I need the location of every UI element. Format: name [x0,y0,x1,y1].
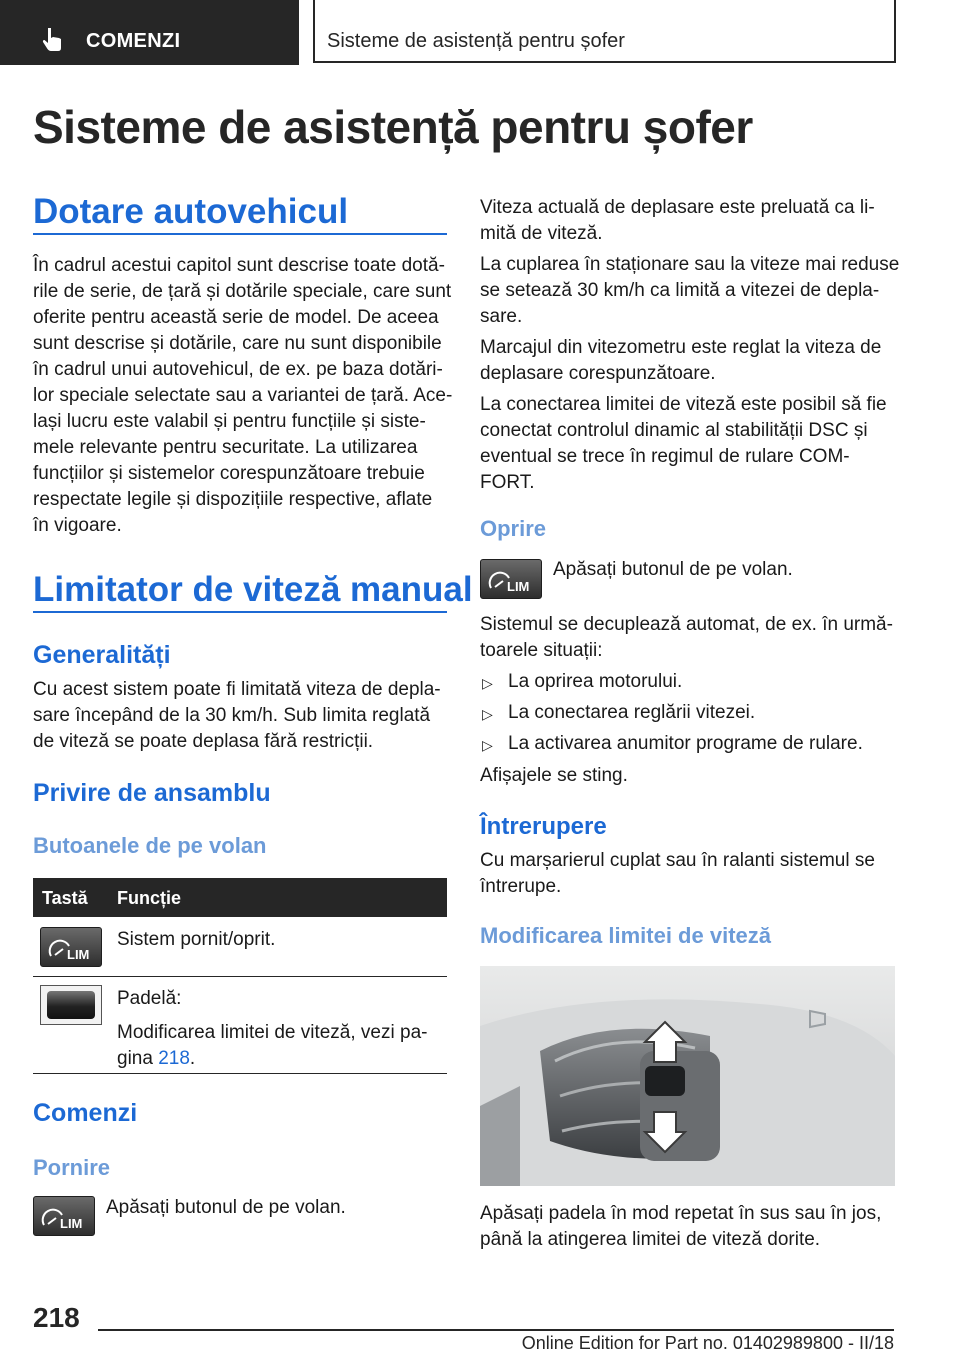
heading-rule [33,611,447,613]
decuplare-paragraph: Sistemul se decuplează automat, de ex. în urmă‐ toarele situații: [480,614,893,661]
afisaje-text: Afișajele se sting. [480,765,628,786]
heading-generalitati: Generalități [33,641,171,669]
triangle-bullet-icon: ▷ [482,675,493,691]
table-row1-text: Sistem pornit/oprit. [117,929,276,950]
bullet-item: La activarea anumitor programe de rulare. [508,733,863,754]
heading-privire: Privire de ansamblu [33,779,271,807]
footer-rule [98,1329,894,1331]
footer-edition: Online Edition for Part no. 01402989800 - II/18 [521,1333,894,1353]
pornire-text: Apăsați butonul de pe volan. [106,1197,346,1218]
generalitati-paragraph: Cu acest sistem poate fi limitată viteza de depla‐ sare începând de la 30 km/h. Sub limita reglată de viteză se poate deplasa fără restricții. [33,679,441,752]
heading-butoane: Butoanele de pe volan [33,833,267,858]
table-col-tasta: Tastă [42,888,88,908]
heading-comenzi: Comenzi [33,1099,138,1127]
bullet-item: La conectarea reglării vitezei. [508,702,756,723]
table-separator [33,1073,447,1074]
heading-modificare: Modificarea limitei de viteză [480,923,771,948]
svg-text:LIM: LIM [507,579,530,594]
page-number: 218 [33,1302,80,1333]
section-tab [0,0,299,65]
heading-oprire: Oprire [480,516,547,541]
speedometer-icon [41,928,103,968]
triangle-bullet-icon: ▷ [482,706,493,722]
table-col-functie: Funcție [117,888,182,908]
table-row2-text: Padelă: Modificarea limitei de viteză, vezi pa‐ gina 218. [117,988,428,1069]
lim-button-icon [40,927,102,967]
heading-rule [33,233,447,235]
table-separator [33,976,447,977]
intro-paragraph-2: La cuplarea în staționare sau la viteze mai reduse se setează 30 km/h ca limită a vitezei de depla‐ sare. [480,254,900,327]
lim-button-icon [480,559,542,599]
dotare-paragraph: În cadrul acestui capitol sunt descrise toate dotă‐ rile de serie, de țară și dotările speciale, care sunt oferite pentru această serie de model. De aceea sunt descrise și dotările, care nu sunt disponibile în cadrul unui autovehicul, de ex. pe baza dotări‐ lor speciale selectate sau a variantei de țară. Ace‐ lași lucru este valabil și pentru funcțiile și siste‐ mele relevante pentru securitate. La utilizarea funcțiilor și sistemelor corespunzătoare trebuie respectate legile și dispozițiile respective, aflate în vigoare. [33,255,453,536]
intro-paragraph-1: Viteza actuală de deplasare este preluată ca li‐ mită de viteză. [480,197,875,244]
hand-pointer-icon [40,26,66,52]
page-link[interactable]: 218 [158,1048,190,1069]
heading-intrerupere: Întrerupere [480,813,607,840]
lim-button-icon [33,1196,95,1236]
page-title: Sisteme de asistență pentru șofer [33,101,753,153]
heading-pornire: Pornire [33,1155,111,1180]
heading-limitator: Limitator de viteză manual [33,570,473,609]
speedometer-icon [481,560,543,600]
chapter-label: Sisteme de asistență pentru șofer [327,30,625,52]
speedometer-icon [34,1197,96,1237]
table-header [33,878,447,917]
svg-text:LIM: LIM [60,1216,83,1231]
section-label: COMENZI [86,30,181,52]
intro-paragraph-4: La conectarea limitei de viteză este posibil să fie conectat controlul dinamic al stabilității DSC și eventual se trece în regimul de rulare COM‐ FORT. [480,394,887,493]
triangle-bullet-icon: ▷ [482,737,493,753]
intrerupere-paragraph: Cu marșarierul cuplat sau în ralanti sistemul se întrerupe. [480,850,875,897]
intro-paragraph-3: Marcajul din vitezometru este reglat la viteza de deplasare corespunzătoare. [480,337,882,384]
oprire-text: Apăsați butonul de pe volan. [553,559,793,580]
steering-wheel-photo [480,966,895,1186]
final-paragraph: Apăsați padela în mod repetat în sus sau în jos, până la atingerea limitei de viteză dorite. [480,1203,882,1250]
paddle-icon [40,985,102,1025]
heading-dotare: Dotare autovehicul [33,192,349,231]
svg-text:LIM: LIM [67,947,90,962]
chapter-tab [313,0,896,63]
bullet-item: La oprirea motorului. [508,671,683,692]
